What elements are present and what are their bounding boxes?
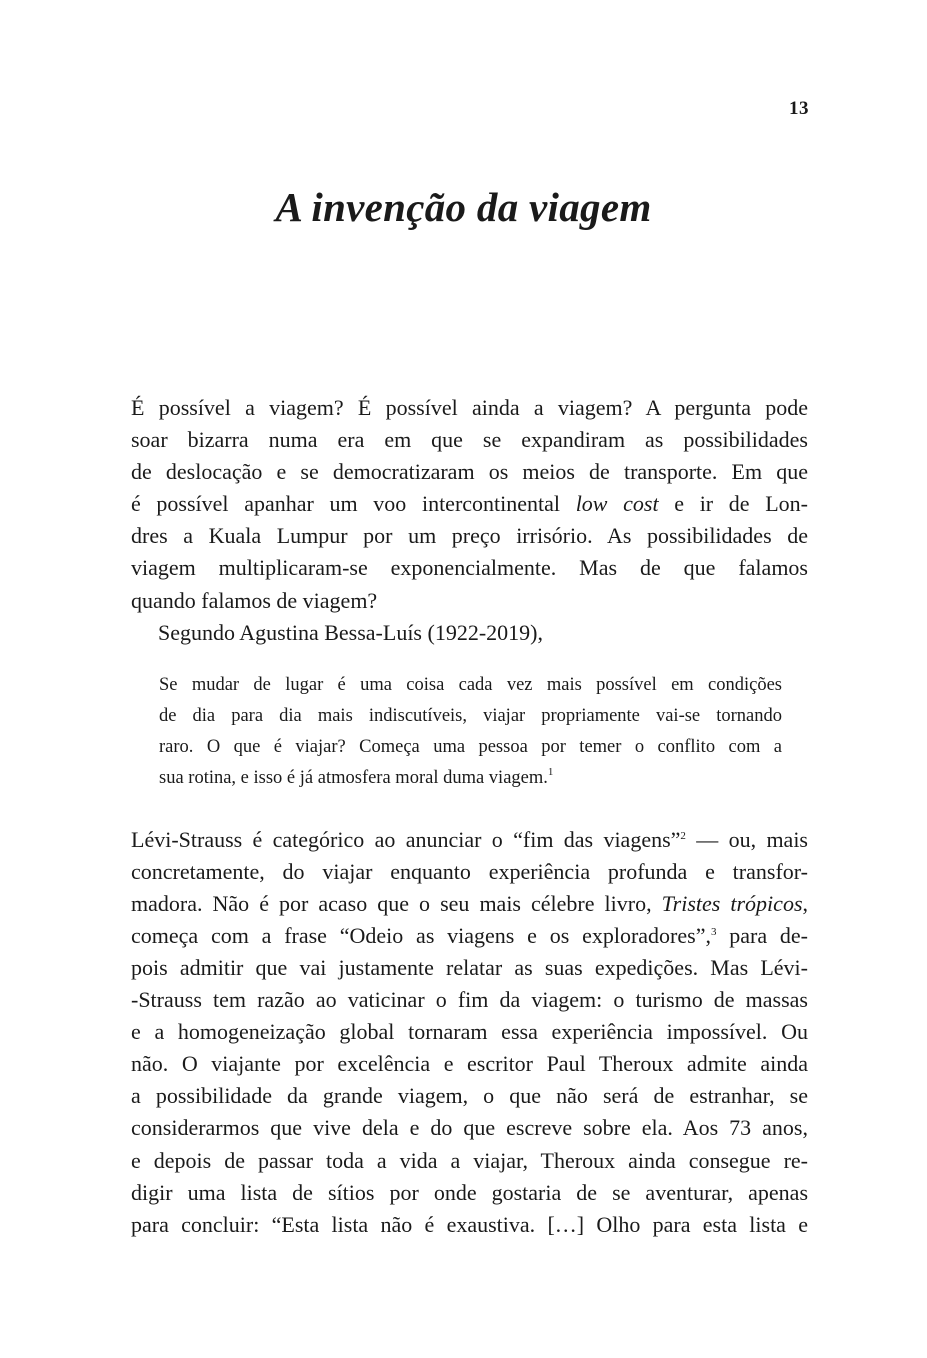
- text-line: quando falamos de viagem?: [131, 587, 378, 613]
- italic-term: low cost: [575, 491, 659, 517]
- text-line: concretamente, do viajar enquanto experiência profunda e transfor-: [131, 858, 808, 884]
- footnote-ref[interactable]: 1: [547, 766, 554, 779]
- page-number: 13: [789, 98, 809, 119]
- text-line: dres a Kuala Lumpur por um preço irrisório. As possibilidades de: [131, 523, 808, 549]
- footnote-ref[interactable]: 3: [710, 925, 717, 938]
- body-text: [131, 392, 808, 1241]
- text-line: soar bizarra numa era em que se expandiram as possibilidades: [131, 427, 808, 453]
- text-line: não. O viajante por excelência e escritor Paul Theroux admite ainda: [131, 1051, 808, 1077]
- paragraph-intro: [131, 392, 808, 617]
- block-quote: [159, 670, 782, 795]
- text-line: e a homogeneização global tornaram essa experiência impossível. Ou: [131, 1019, 808, 1045]
- text-line: começa com a frase “Odeio as viagens e os exploradores”,$^3$ para de-: [131, 922, 809, 948]
- paragraph-citation-intro: [131, 617, 808, 649]
- footnote-ref[interactable]: 2: [680, 829, 686, 842]
- quote-line: Se mudar de lugar é uma coisa cada vez mais possível em condições: [159, 674, 782, 695]
- text-line: Lévi-Strauss é categórico ao anunciar o “fim das viagens”$^2$ — ou, mais: [131, 826, 808, 852]
- text-line: digir uma lista de sítios por onde gostaria de se aventurar, apenas: [131, 1179, 808, 1205]
- text-line: e depois de passar toda a vida a viajar, Theroux ainda consegue re-: [131, 1147, 808, 1173]
- text-line: -Strauss tem razão ao vaticinar o fim da viagem: o turismo de massas: [131, 987, 808, 1013]
- text-line: a possibilidade da grande viagem, o que não será de estranhar, se: [131, 1083, 808, 1109]
- text-line: considerarmos que vive dela e do que escreve sobre ela. Aos 73 anos,: [131, 1115, 808, 1141]
- text-line: pois admitir que vai justamente relatar as suas expedições. Mas Lévi-: [131, 954, 808, 980]
- quote-line: de dia para dia mais indiscutíveis, viajar propriamente vai-se tornando: [159, 705, 782, 726]
- text-line: Segundo Agustina Bessa-Luís (1922-2019),: [158, 619, 543, 645]
- chapter-title: A invenção da viagem: [275, 184, 652, 230]
- quote-line: raro. O que é viajar? Começa uma pessoa por temer o conflito com a: [159, 737, 782, 758]
- text-line: para concluir: “Esta lista não é exaustiva. […] Olho para esta lista e: [131, 1211, 808, 1237]
- book-title: Tristes trópicos: [661, 890, 803, 916]
- paragraph-levi-strauss: [131, 824, 808, 1241]
- text-line: viagem multiplicaram-se exponencialmente. Mas de que falamos: [131, 555, 808, 581]
- text-line: madora. Não é por acaso que o seu mais célebre livro, Tristes trópicos,: [131, 890, 808, 916]
- text-line: É possível a viagem? É possível ainda a viagem? A pergunta pode: [131, 395, 808, 420]
- quote-line: sua rotina, e isso é já atmosfera moral duma viagem.$^1$: [159, 766, 554, 789]
- text-line: é possível apanhar um voo intercontinental low cost e ir de Lon-: [131, 491, 809, 517]
- text-line: de deslocação e se democratizaram os meios de transporte. Em que: [131, 459, 808, 485]
